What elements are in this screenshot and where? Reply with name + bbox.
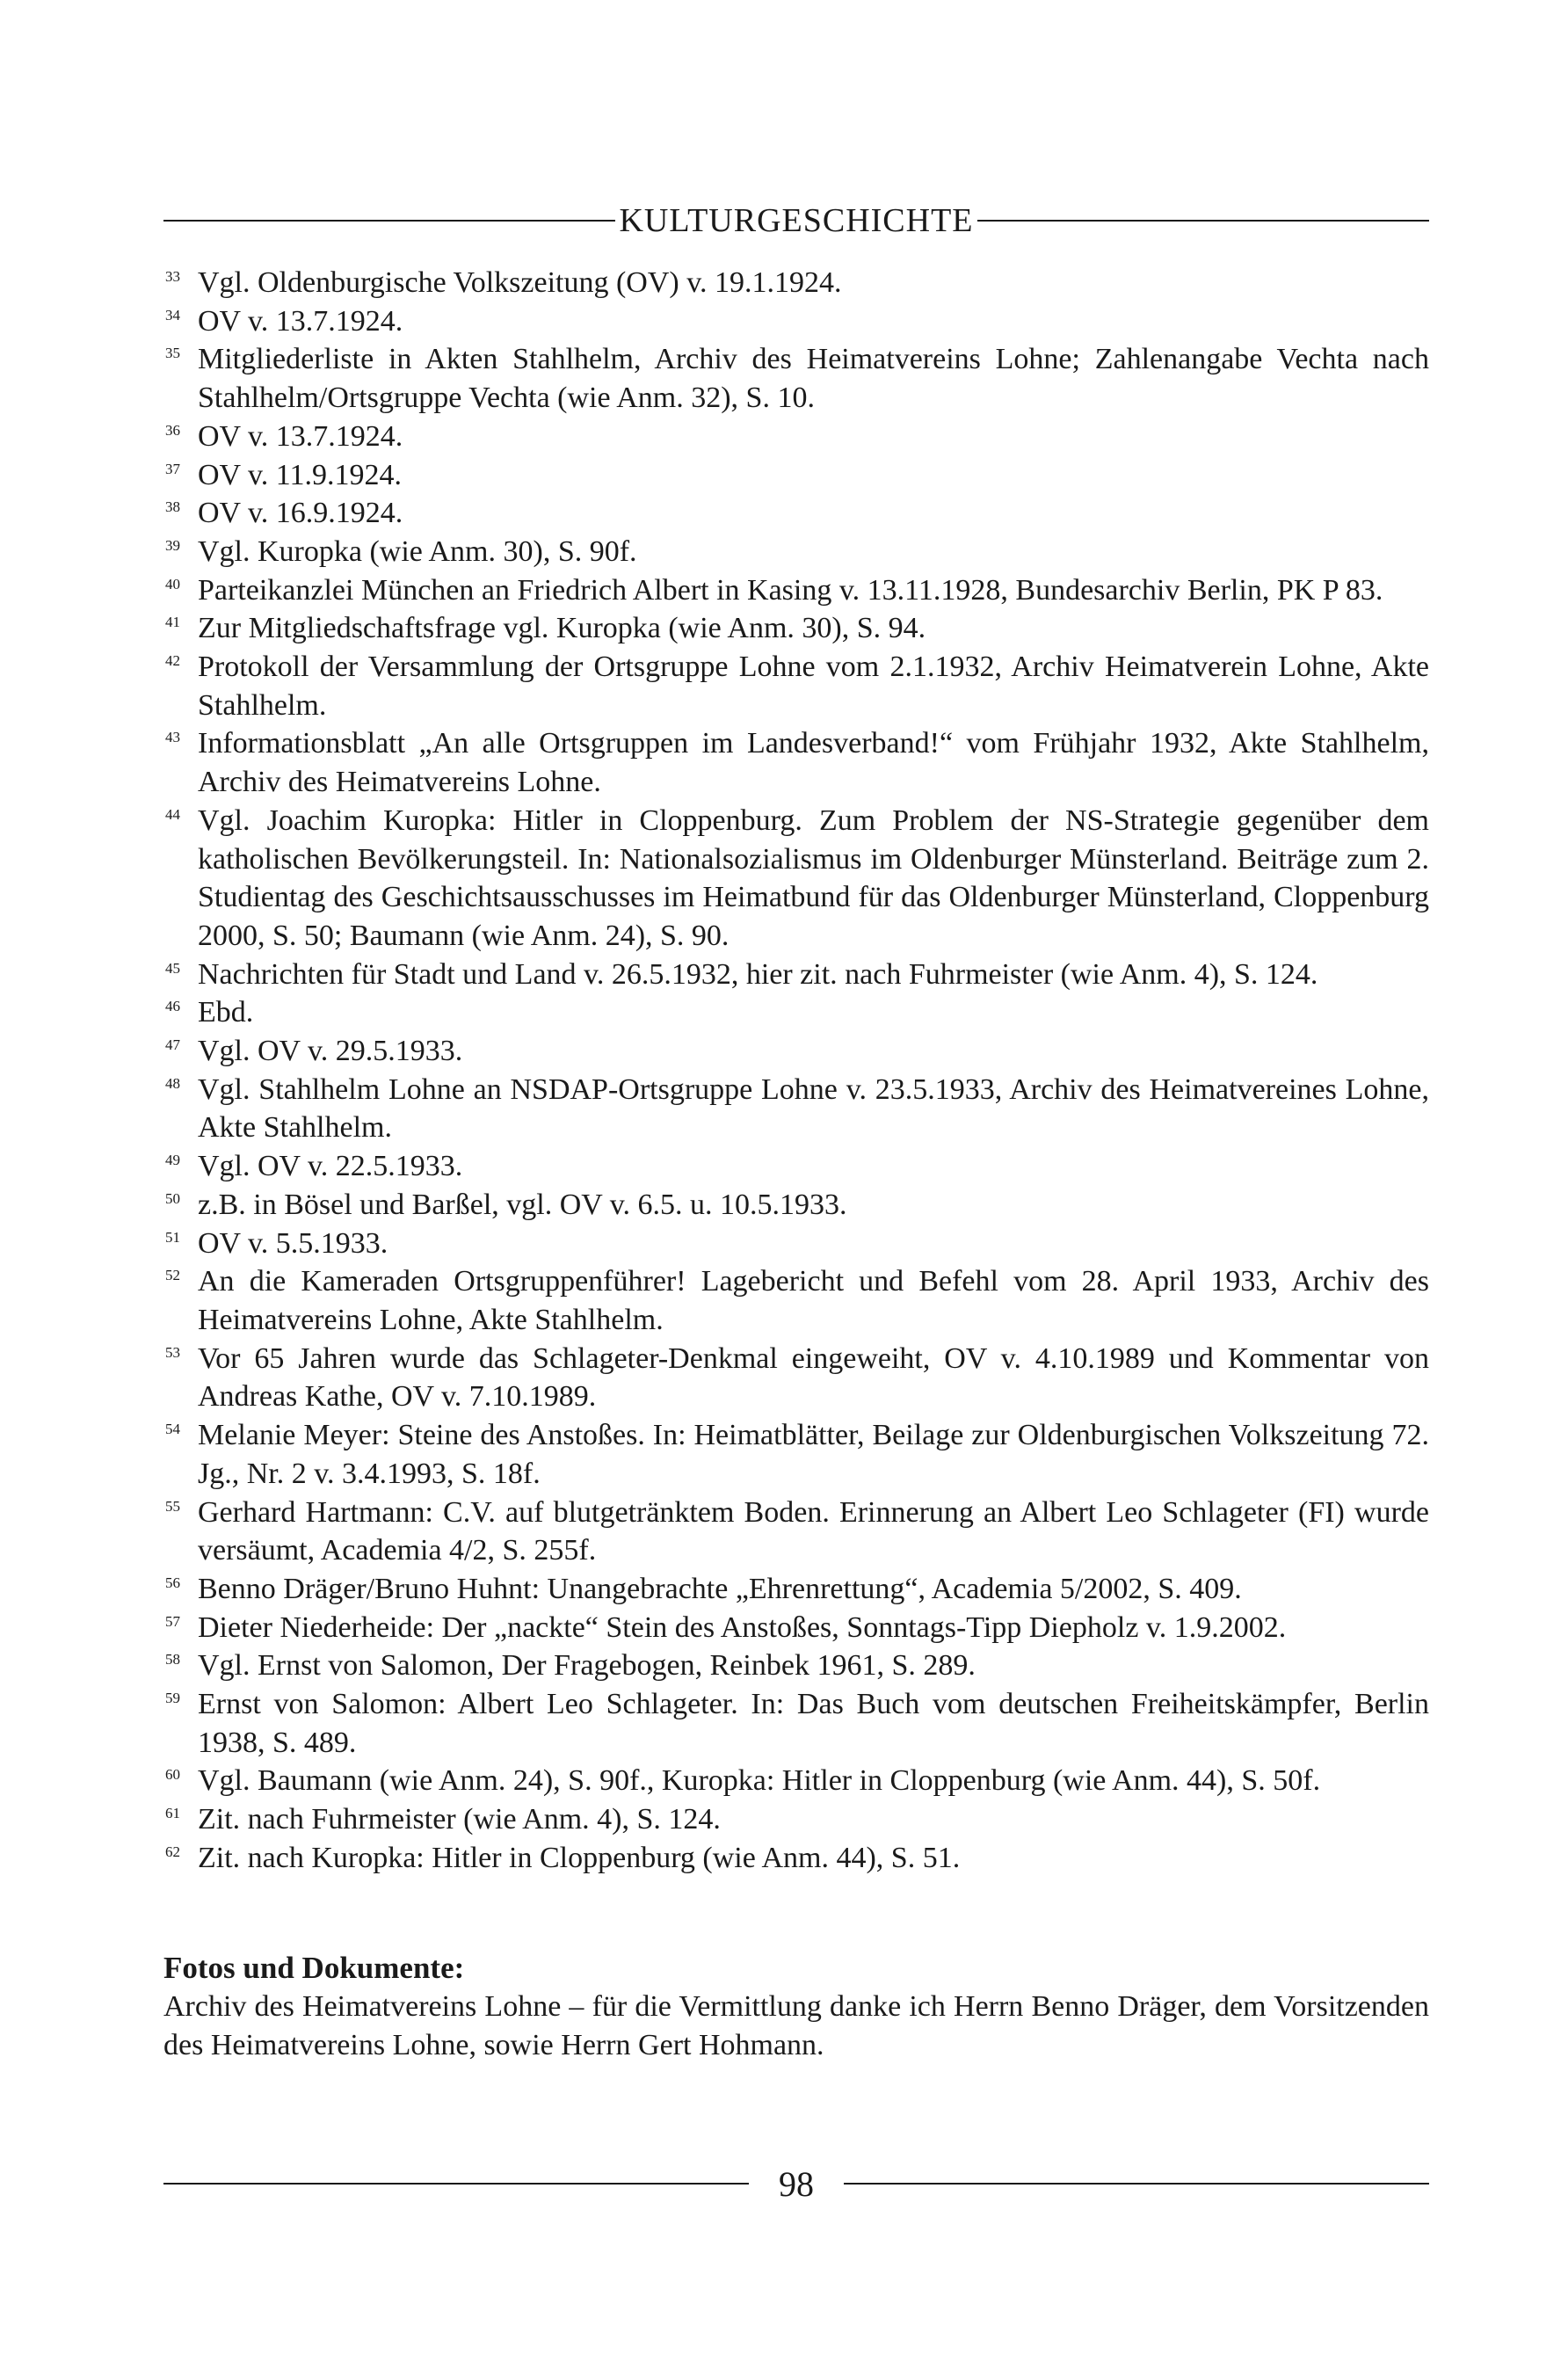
credits-heading: Fotos und Dokumente:: [163, 1951, 465, 1985]
footnote: [163, 1609, 1429, 1647]
footnote-text: Vgl. Stahlhelm Lohne an NSDAP-Ortsgruppe Lohne v. 23.5.1933, Archiv des Heimatvereines Lohne, Akte Stahlhelm.: [198, 1072, 1429, 1145]
footnote-text: Gerhard Hartmann: C.V. auf blutgetränktem Boden. Erinnerung an Albert Leo Schlageter (FI) wurde versäumt, Academia 4/2, S. 255f.: [198, 1495, 1429, 1567]
footnote-text: Protokoll der Versammlung der Ortsgruppe Lohne vom 2.1.1932, Archiv Heimatverein Lohne, Akte Stahlhelm.: [198, 651, 1429, 722]
footnote-text: Vor 65 Jahren wurde das Schlageter-Denkmal eingeweiht, OV v. 4.10.1989 und Kommentar von Andreas Kathe, OV v. 7.10.1989.: [198, 1341, 1429, 1414]
footnote: [163, 609, 1429, 648]
footer-rule-left: [163, 2183, 749, 2185]
footnote: [163, 418, 1429, 456]
footnote-number: 47: [165, 1036, 180, 1054]
footnote-text: OV v. 13.7.1924.: [198, 419, 403, 453]
footnote-text: Melanie Meyer: Steine des Anstoßes. In: Heimatblätter, Beilage zur Oldenburgischen Volkszeitung 72. Jg., Nr. 2 v. 3.4.1993, S. 18f.: [198, 1419, 1429, 1490]
footnote-number: 53: [165, 1343, 180, 1361]
footnote: [163, 993, 1429, 1032]
footnote: [163, 1647, 1429, 1685]
footnote-number: 55: [165, 1497, 180, 1515]
section-title: KULTURGESCHICHTE: [619, 202, 974, 239]
footnote: [163, 533, 1429, 571]
footnote-text: Vgl. Joachim Kuropka: Hitler in Cloppenburg. Zum Problem der NS-Strategie gegenüber dem katholischen Bevölkerungsteil. In: Nationalsozialismus im Oldenburger Münsterland. Beiträge zum 2. Studientag des Geschichtsausschusses im Heimatbund für das Oldenburger Münsterland, Cloppenburg 2000, S. 50; Baumann (wie Anm. 24), S. 90.: [198, 803, 1429, 952]
footnote-number: 56: [165, 1574, 180, 1591]
footnote-number: 52: [165, 1267, 180, 1284]
footnote-text: OV v. 13.7.1924.: [198, 304, 403, 338]
footnote-number: 37: [165, 460, 180, 477]
footnote-number: 42: [165, 652, 180, 670]
footnote: [163, 340, 1429, 417]
footnote: [163, 956, 1429, 994]
header-rule-left: [163, 220, 615, 222]
footnote-number: 61: [165, 1805, 180, 1822]
footnote-number: 62: [165, 1843, 180, 1860]
footnote: [163, 1186, 1429, 1225]
footnote: [163, 1762, 1429, 1800]
footnote-text: Ernst von Salomon: Albert Leo Schlageter. In: Das Buch vom deutschen Freiheitskämpfer, Berlin 1938, S. 489.: [198, 1688, 1429, 1759]
footnote: [163, 1071, 1429, 1147]
footnote-number: 50: [165, 1189, 180, 1207]
photo-credits: [163, 1949, 1429, 2065]
footnote: [163, 1800, 1429, 1839]
footnote: [163, 1494, 1429, 1570]
footnote-number: 38: [165, 498, 180, 516]
footnote-text: Mitgliederliste in Akten Stahlhelm, Archiv des Heimatvereins Lohne; Zahlenangabe Vechta nach Stahlhelm/Ortsgruppe Vechta (wie Anm. 32), S. 10.: [198, 343, 1429, 415]
footnote-number: 51: [165, 1228, 180, 1246]
footnote: [163, 802, 1429, 956]
footnote-text: OV v. 16.9.1924.: [198, 497, 403, 530]
page-footer: [163, 2157, 1429, 2210]
footnote-number: 43: [165, 729, 180, 746]
footer-rule-right: [844, 2183, 1429, 2185]
footnote-text: OV v. 5.5.1933.: [198, 1226, 388, 1260]
footnote-number: 46: [165, 998, 180, 1015]
footnote-text: OV v. 11.9.1924.: [198, 458, 403, 491]
footnote-text: An die Kameraden Ortsgruppenführer! Lagebericht und Befehl vom 28. April 1933, Archiv des Heimatvereins Lohne, Akte Stahlhelm.: [198, 1265, 1429, 1336]
footnote-number: 34: [165, 306, 180, 324]
footnote: [163, 1262, 1429, 1339]
page-number: 98: [779, 2163, 814, 2204]
footnote: [163, 648, 1429, 724]
footnote: [163, 1225, 1429, 1263]
footnote-number: 49: [165, 1152, 180, 1169]
footnote: [163, 494, 1429, 533]
footnote-number: 40: [165, 575, 180, 592]
footnote-text: Zur Mitgliedschaftsfrage vgl. Kuropka (wie Anm. 30), S. 94.: [198, 612, 926, 645]
footnote: [163, 456, 1429, 495]
footnote: [163, 1032, 1429, 1071]
footnote-text: Vgl. Oldenburgische Volkszeitung (OV) v. 19.1.1924.: [198, 266, 842, 299]
footnote-number: 60: [165, 1766, 180, 1784]
footnote-text: Benno Dräger/Bruno Huhnt: Unangebrachte „Ehrenrettung“, Academia 5/2002, S. 409.: [198, 1572, 1242, 1605]
footnote-number: 35: [165, 345, 180, 362]
footnote: [163, 1147, 1429, 1186]
footnote-number: 48: [165, 1074, 180, 1092]
running-head: [163, 195, 1429, 246]
footnote-text: Vgl. OV v. 29.5.1933.: [198, 1035, 463, 1068]
footnote-text: Nachrichten für Stadt und Land v. 26.5.1932, hier zit. nach Fuhrmeister (wie Anm. 4), S. 124.: [198, 957, 1318, 991]
footnote: [163, 1340, 1429, 1416]
footnote-list: [163, 264, 1429, 1878]
footnote-text: Ebd.: [198, 996, 254, 1029]
footnote: [163, 1570, 1429, 1609]
footnote: [163, 1839, 1429, 1878]
footnote-number: 45: [165, 959, 180, 977]
footnote-number: 54: [165, 1421, 180, 1438]
footnote-number: 33: [165, 268, 180, 285]
credits-text: Archiv des Heimatvereins Lohne – für die Vermittlung danke ich Herrn Benno Dräger, dem Vorsitzenden des Heimatvereins Lohne, sowie Herrn Gert Hohmann.: [163, 1990, 1429, 2061]
footnote-text: Dieter Niederheide: Der „nackte“ Stein des Anstoßes, Sonntags-Tipp Diepholz v. 1.9.2002.: [198, 1610, 1287, 1644]
footnote-text: z.B. in Bösel und Barßel, vgl. OV v. 6.5. u. 10.5.1933.: [198, 1188, 847, 1221]
footnote: [163, 1685, 1429, 1762]
footnote-text: Vgl. Kuropka (wie Anm. 30), S. 90f.: [198, 534, 637, 568]
header-rule-right: [977, 220, 1429, 222]
footnote: [163, 724, 1429, 801]
footnote-number: 39: [165, 536, 180, 554]
footnote-text: Informationsblatt „An alle Ortsgruppen im Landesverband!“ vom Frühjahr 1932, Akte Stahlhelm, Archiv des Heimatvereins Lohne.: [198, 727, 1429, 799]
footnote-number: 44: [165, 805, 180, 823]
footnote: [163, 302, 1429, 341]
footnote: [163, 1416, 1429, 1493]
footnote-text: Vgl. Ernst von Salomon, Der Fragebogen, Reinbek 1961, S. 289.: [198, 1649, 976, 1683]
footnote-text: Vgl. Baumann (wie Anm. 24), S. 90f., Kuropka: Hitler in Cloppenburg (wie Anm. 44), S. 50f.: [198, 1764, 1321, 1798]
footnote-number: 41: [165, 614, 180, 631]
footnote: [163, 264, 1429, 302]
footnote-number: 58: [165, 1651, 180, 1668]
footnote-number: 36: [165, 421, 180, 439]
footnote-text: Parteikanzlei München an Friedrich Albert in Kasing v. 13.11.1928, Bundesarchiv Berlin, PK P 83.: [198, 573, 1383, 607]
footnote-text: Zit. nach Fuhrmeister (wie Anm. 4), S. 124.: [198, 1803, 721, 1836]
footnote-number: 57: [165, 1612, 180, 1630]
footnote-text: Zit. nach Kuropka: Hitler in Cloppenburg (wie Anm. 44), S. 51.: [198, 1841, 961, 1874]
footnote: [163, 571, 1429, 610]
footnote-text: Vgl. OV v. 22.5.1933.: [198, 1150, 463, 1183]
footnote-number: 59: [165, 1690, 180, 1707]
